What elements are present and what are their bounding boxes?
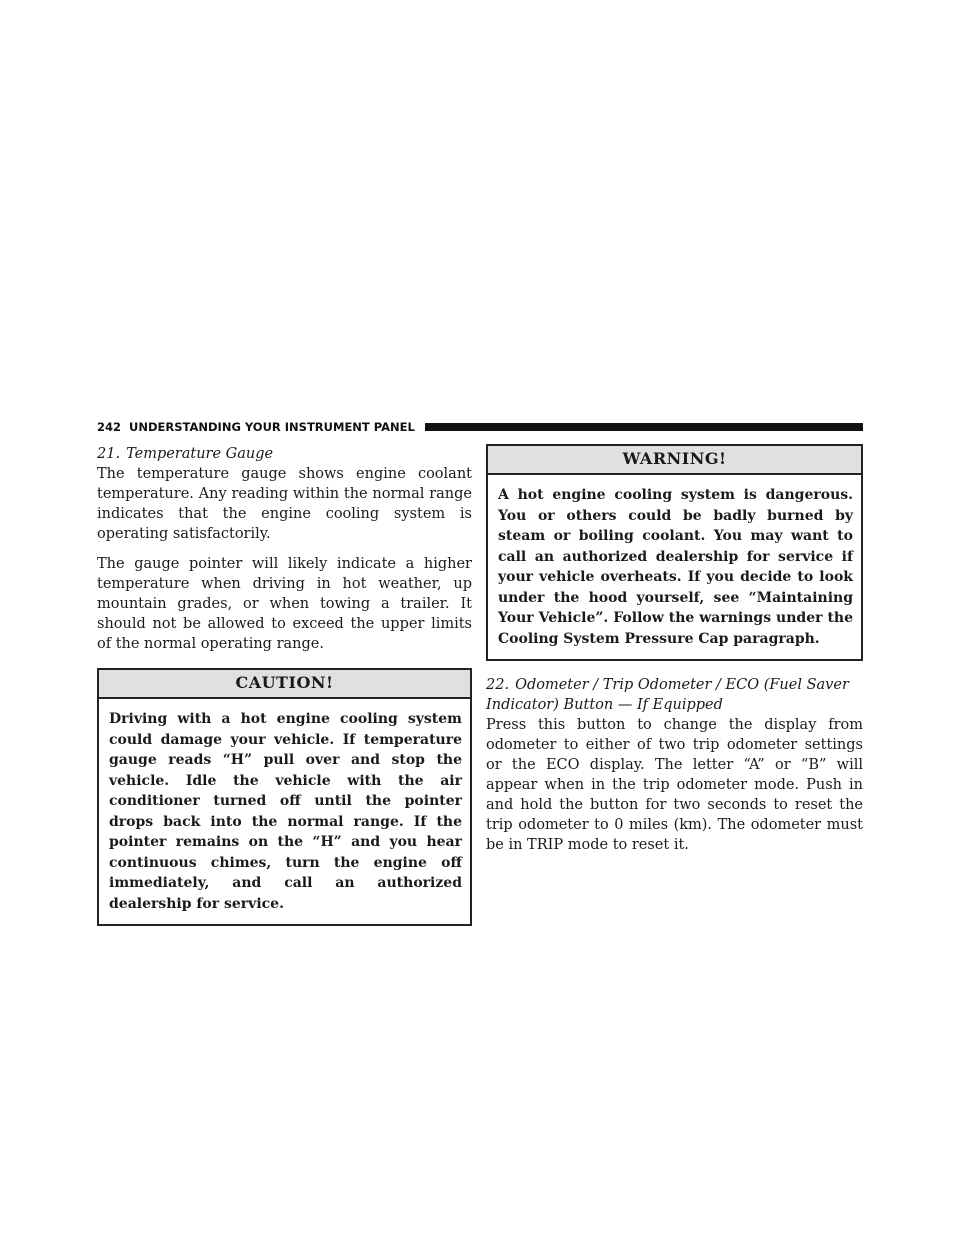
section-title: UNDERSTANDING YOUR INSTRUMENT PANEL <box>129 420 415 434</box>
heading-number: 22. <box>486 677 510 693</box>
temperature-gauge-paragraph-2: The gauge pointer will likely indicate a higher temperature when driving in hot weather, up mountain grades, or when towing a trailer. It should not be allowed to exceed the upper limits of the normal operating range. <box>97 556 472 652</box>
caution-title: CAUTION! <box>99 670 470 699</box>
heading-number: 21. <box>97 446 121 462</box>
odometer-heading <box>486 675 863 715</box>
warning-title: WARNING! <box>488 446 861 475</box>
warning-box <box>486 444 863 661</box>
caution-text: Driving with a hot engine cooling system could damage your vehicle. If temperature gauge reads “H” pull over and stop the vehicle. Idle the vehicle with the air conditioner turned off until the pointer drops back into the normal range. If the pointer remains on the “H” and you hear continuous chimes, turn the engine off immediately, and call an authorized dealership for service. <box>109 711 462 912</box>
heading-title: Odometer / Trip Odometer / ECO (Fuel Saver Indicator) Button — If Equipped <box>486 677 849 713</box>
temperature-gauge-heading <box>97 444 472 464</box>
heading-title: Temperature Gauge <box>126 446 274 462</box>
page-number: 242 <box>97 420 122 434</box>
temperature-gauge-paragraph-1: The temperature gauge shows engine coolant temperature. Any reading within the normal range indicates that the engine cooling system is operating satisfactorily. <box>97 466 472 542</box>
odometer-paragraph: Press this button to change the display from odometer to either of two trip odometer settings or the ECO display. The letter “A” or “B” will appear when in the trip odometer mode. Push in and hold the button for two seconds to reset the trip odometer to 0 miles (km). The odometer must be in TRIP mode to reset it. <box>486 717 863 853</box>
warning-text: A hot engine cooling system is dangerous. You or others could be badly burned by steam or boiling coolant. You may want to call an authorized dealership for service if your vehicle overheats. If you decide to look under the hood yourself, see “Maintaining Your Vehicle”. Follow the warnings under the Cooling System Pressure Cap paragraph. <box>498 487 853 647</box>
header-rule <box>425 423 863 431</box>
left-column <box>97 444 472 926</box>
caution-box <box>97 668 472 926</box>
page-header <box>97 418 863 436</box>
right-column <box>486 444 863 865</box>
